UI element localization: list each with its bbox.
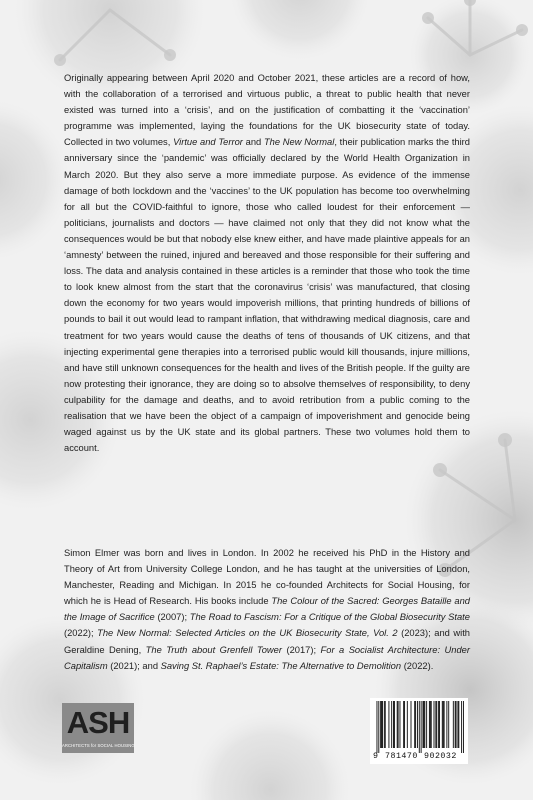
blurb-paragraph bbox=[64, 70, 470, 456]
barcode-bar bbox=[394, 701, 395, 748]
barcode-bar bbox=[434, 701, 435, 748]
barcode-bar bbox=[443, 701, 444, 748]
barcode-bar bbox=[456, 701, 457, 748]
text-run: and bbox=[242, 137, 264, 148]
barcode-bar bbox=[381, 701, 382, 748]
barcode-guard-bar bbox=[463, 701, 464, 753]
barcode-guard-bar bbox=[461, 701, 462, 753]
ash-publisher-logo bbox=[62, 703, 134, 753]
barcode-bar bbox=[404, 701, 405, 748]
barcode-bar bbox=[453, 701, 454, 748]
barcode-bar bbox=[442, 701, 443, 748]
italic-title: The Road to Fascism: For a Critique of the Global Biosecurity State bbox=[189, 612, 470, 623]
text-run: (2017); bbox=[281, 644, 321, 655]
barcode-bar bbox=[423, 701, 424, 748]
italic-title: The Colour of the Sacred: Georges Bataille and the Image of Sacrifice bbox=[64, 596, 470, 623]
barcode-bar bbox=[415, 701, 416, 748]
barcode-bar bbox=[448, 701, 449, 748]
barcode-bar bbox=[430, 701, 431, 748]
barcode-bar bbox=[385, 701, 386, 748]
barcode-bars bbox=[370, 698, 468, 754]
text-run: (2021); and bbox=[107, 660, 161, 671]
text-run: (2007); bbox=[154, 612, 190, 623]
italic-title: For a Socialist Architecture: Under Capitalism bbox=[64, 644, 470, 671]
barcode-bar bbox=[458, 701, 459, 748]
text-run: , their publication marks the third anniversary since the ‘pandemic’ was officially declared by the World Health Organization in March 2020. But they also serve a more immediate purpose. As evidence of the immense damage of both lockdown and the ‘vaccines’ to the UK population has become too overwhelming for all but the COVID-faithful to ignore, those who called loudest for their enforcement — politicians, journalists and doctors — have claimed not only that they did not know what the consequences would be but that nobody else knew either, and have made plaintive appeals for an ‘amnesty’ between the ruined, injured and bereaved and those responsible for their suffering and loss. The data and analysis contained in these articles is a reminder that those who took the time to look knew almost from the start that the coronavirus ‘crisis’ was manufactured, that closing down the economy for two years would impoverish millions, that printing hundreds of billions of pounds to bail it out would lead to rampant inflation, that withdrawing medical diagnosis, care and treatment for two years would cause the deaths of tens of thousands of UK citizens, and that injecting experimental gene therapies into a terrorised public would kill thousands, injure millions, and have still unknown consequences for the health and lives of the British people. If the guilty are now protesting their ignorance, they are doing so to absolve themselves of responsibility, to deny culpability for the damage and deaths, and to avoid retribution from a public coming to the realisation that we have been the object of a campaign of impoverishment and genocide being waged against us by the UK state and its global partners. These two volumes hold them to account. bbox=[64, 137, 470, 454]
barcode-left-group: 781470 bbox=[385, 752, 418, 761]
barcode-digits bbox=[370, 752, 468, 762]
italic-title: The New Normal bbox=[263, 137, 335, 148]
barcode-bar bbox=[426, 701, 427, 748]
barcode-guard-bar bbox=[377, 701, 378, 753]
barcode-bar bbox=[382, 701, 383, 748]
barcode-bar bbox=[391, 701, 392, 748]
author-biography bbox=[64, 545, 470, 674]
barcode-bar bbox=[407, 701, 408, 748]
barcode-guard-bar bbox=[421, 701, 422, 753]
barcode-bar bbox=[403, 701, 404, 748]
barcode-bar bbox=[393, 701, 394, 748]
barcode-bar bbox=[424, 701, 425, 748]
logo-mark: ASH bbox=[66, 705, 130, 740]
text-run: (2022). bbox=[401, 660, 434, 671]
text-run: (2023); and with Geraldine Dening, bbox=[64, 628, 470, 655]
isbn-barcode bbox=[370, 698, 468, 764]
barcode-bar bbox=[431, 701, 432, 748]
barcode-right-group: 902032 bbox=[424, 752, 457, 761]
barcode-bar bbox=[400, 701, 401, 748]
bio-paragraph bbox=[64, 545, 470, 674]
barcode-bar bbox=[397, 701, 398, 748]
barcode-bar bbox=[417, 701, 418, 748]
barcode-bar bbox=[423, 701, 424, 748]
barcode-bar bbox=[398, 701, 399, 748]
barcode-bar bbox=[414, 701, 415, 748]
barcode-bar bbox=[388, 701, 389, 748]
barcode-lead-digit: 9 bbox=[373, 752, 378, 761]
barcode-bar bbox=[435, 701, 436, 748]
barcode-bar bbox=[439, 701, 440, 748]
logo-subtitle: ARCHITECTS for SOCIAL HOUSING bbox=[62, 743, 135, 748]
barcode-bar bbox=[446, 701, 447, 748]
text-run: Originally appearing between April 2020 and October 2021, these articles are a record of how, with the collaboration of a terrorised and virtuous public, a threat to public health that never existed was turned into a ‘crisis’, and on the justification of combatting it the ‘vaccination’ programme was implemented, laying the foundations for the UK biosecurity state of today. Collected in two volumes, bbox=[64, 73, 470, 148]
barcode-bar bbox=[455, 701, 456, 748]
barcode-bar bbox=[429, 701, 430, 748]
italic-title: The Truth about Grenfell Tower bbox=[145, 644, 282, 655]
barcode-bar bbox=[457, 701, 458, 748]
barcode-bar bbox=[438, 701, 439, 748]
barcode-bar bbox=[384, 701, 385, 748]
barcode-bar bbox=[411, 701, 412, 748]
barcode-bar bbox=[380, 701, 381, 748]
barcode-guard-bar bbox=[419, 701, 420, 753]
barcode-bar bbox=[444, 701, 445, 748]
italic-title: The New Normal: Selected Articles on the UK Biosecurity State, Vol. 2 bbox=[97, 628, 398, 639]
back-cover-blurb bbox=[64, 70, 470, 456]
italic-title: Saving St. Raphael’s Estate: The Alternative to Demolition bbox=[160, 660, 402, 671]
barcode-bar bbox=[436, 701, 437, 748]
italic-title: Virtue and Terror bbox=[173, 137, 243, 148]
barcode-guard-bar bbox=[378, 701, 379, 753]
text-run: (2022); bbox=[64, 628, 98, 639]
text-run: Simon Elmer was born and lives in London. In 2002 he received his PhD in the History and Theory of Art from University College London, and he has taught at the universities of London, Manchester, Reading and Michigan. In 2015 he co-founded Architects for Social Housing, for which he is Head of Research. His books include bbox=[64, 548, 470, 607]
